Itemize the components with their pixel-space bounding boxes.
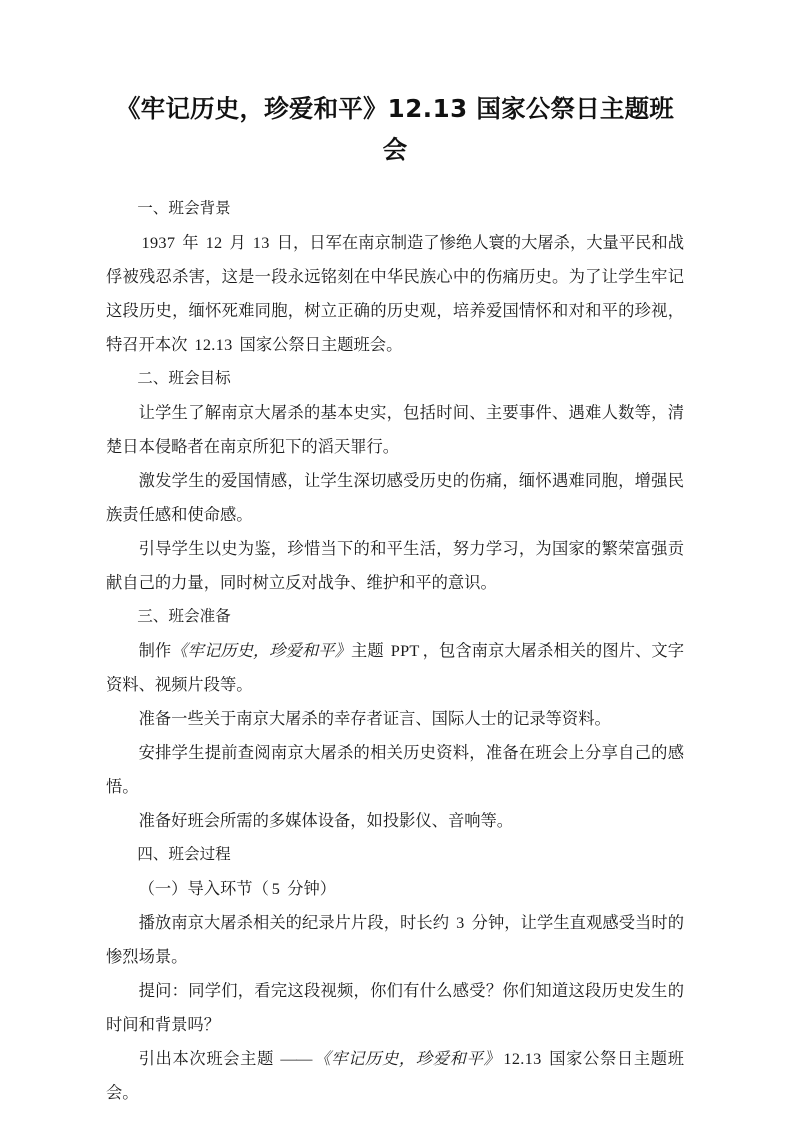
paragraph-objectives-2: 激发学生的爱国情感，让学生深切感受历史的伤痛，缅怀遇难同胞，增强民族责任感和使命感。 bbox=[106, 471, 684, 524]
paragraph-background-1: 1937 年 12 月 13 日，日军在南京制造了惨绝人寰的大屠杀，大量平民和战俘被残忍杀害，这是一段永远铭刻在中华民族心中的伤痛历史。为了让学生牢记这段历史，缅怀死难同胞，树立正确的历史观，培养爱国情怀和对和平的珍视，特召开本次 12.13 国家公祭日主题班会。 bbox=[106, 233, 684, 354]
subsection-heading-introduction: （一）导入环节（ 5 分钟） bbox=[138, 879, 337, 898]
document-content bbox=[106, 0, 684, 1110]
section-heading-process: 四、班会过程 bbox=[137, 846, 231, 863]
paragraph-preparation-2: 准备一些关于南京大屠杀的幸存者证言、国际人士的记录等资料。 bbox=[138, 709, 611, 728]
paragraph-objectives-1: 让学生了解南京大屠杀的基本史实，包括时间、主要事件、遇难人数等，清楚日本侵略者在南京所犯下的滔天罪行。 bbox=[106, 403, 684, 456]
page-title-line-1: 《牢记历史，珍爱和平》12.13 国家公祭日主题班会 bbox=[115, 94, 675, 164]
section-heading-preparation: 三、班会准备 bbox=[137, 608, 231, 625]
paragraph-preparation-3: 安排学生提前查阅南京大屠杀的相关历史资料，准备在班会上分享自己的感悟。 bbox=[106, 743, 684, 796]
page-title bbox=[106, 0, 684, 170]
paragraph-objectives-3: 引导学生以史为鉴，珍惜当下的和平生活，努力学习，为国家的繁荣富强贡献自己的力量，同时树立反对战争、维护和平的意识。 bbox=[106, 539, 684, 592]
section-heading-background: 一、班会背景 bbox=[137, 200, 231, 217]
paragraph-process-2: 提问：同学们，看完这段视频，你们有什么感受？你们知道这段历史发生的时间和背景吗？ bbox=[106, 981, 684, 1034]
section-heading-objectives: 二、班会目标 bbox=[137, 370, 231, 387]
paragraph-preparation-1: 制作《牢记历史，珍爱和平》主题 PPT ，包含南京大屠杀相关的图片、文字资料、视频片段等。 bbox=[106, 641, 684, 694]
paragraph-process-1: 播放南京大屠杀相关的纪录片片段，时长约 3 分钟，让学生直观感受当时的惨烈场景。 bbox=[106, 913, 684, 966]
paragraph-preparation-4: 准备好班会所需的多媒体设备，如投影仪、音响等。 bbox=[138, 811, 514, 830]
document-body bbox=[106, 192, 684, 1110]
paragraph-process-3: 引出本次班会主题 ——《牢记历史，珍爱和平》 12.13 国家公祭日主题班会。 bbox=[106, 1049, 684, 1102]
